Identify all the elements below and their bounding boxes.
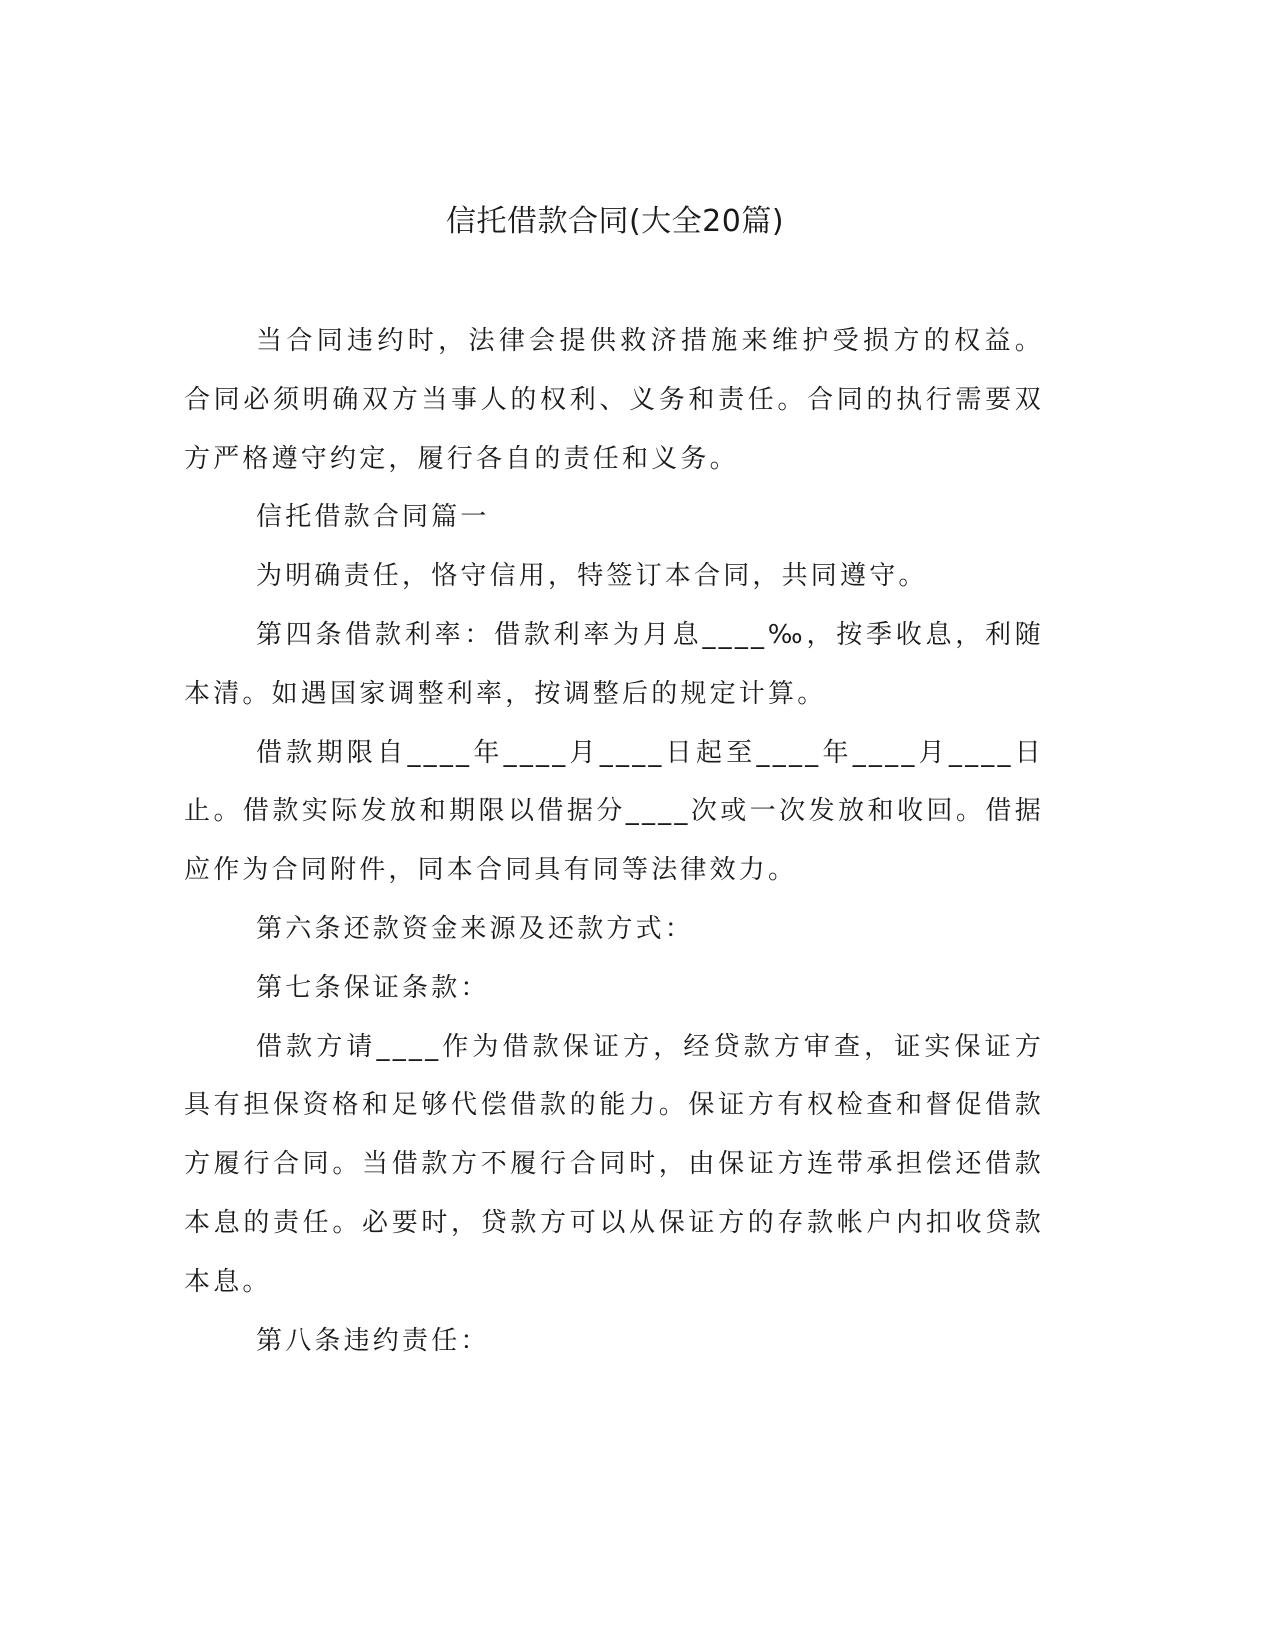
document-body — [184, 312, 1044, 1370]
article-8-liability: 第八条违约责任： — [256, 1325, 490, 1356]
loan-term-paragraph: 借款期限自____年____月____日起至____年____月____日止。借款实际发放和期限以借据分____次或一次发放和收回。借据应作为合同附件，同本合同具有同等法律效力。 — [184, 737, 1044, 886]
preamble-paragraph: 为明确责任，恪守信用，特签订本合同，共同遵守。 — [256, 561, 928, 592]
guarantor-paragraph: 借款方请____作为借款保证方，经贷款方审查，证实保证方具有担保资格和足够代偿借款的能力。保证方有权检查和督促借款方履行合同。当借款方不履行合同时，由保证方连带承担偿还借款本息的责任。必要时，贷款方可以从保证方的存款帐户内扣收贷款本息。 — [184, 1031, 1044, 1297]
article-7-guarantee: 第七条保证条款： — [256, 972, 490, 1003]
intro-paragraph: 当合同违约时，法律会提供救济措施来维护受损方的权益。合同必须明确双方当事人的权利、义务和责任。合同的执行需要双方严格遵守约定，履行各自的责任和义务。 — [184, 326, 1044, 474]
section-heading-part-one: 信托借款合同篇一 — [256, 502, 490, 533]
article-6-repayment: 第六条还款资金来源及还款方式： — [256, 913, 695, 944]
document-title: 信托借款合同(大全20篇) — [445, 204, 785, 239]
article-4-interest-rate: 第四条借款利率：借款利率为月息____‰，按季收息，利随本清。如遇国家调整利率，按调整后的规定计算。 — [184, 619, 1044, 709]
